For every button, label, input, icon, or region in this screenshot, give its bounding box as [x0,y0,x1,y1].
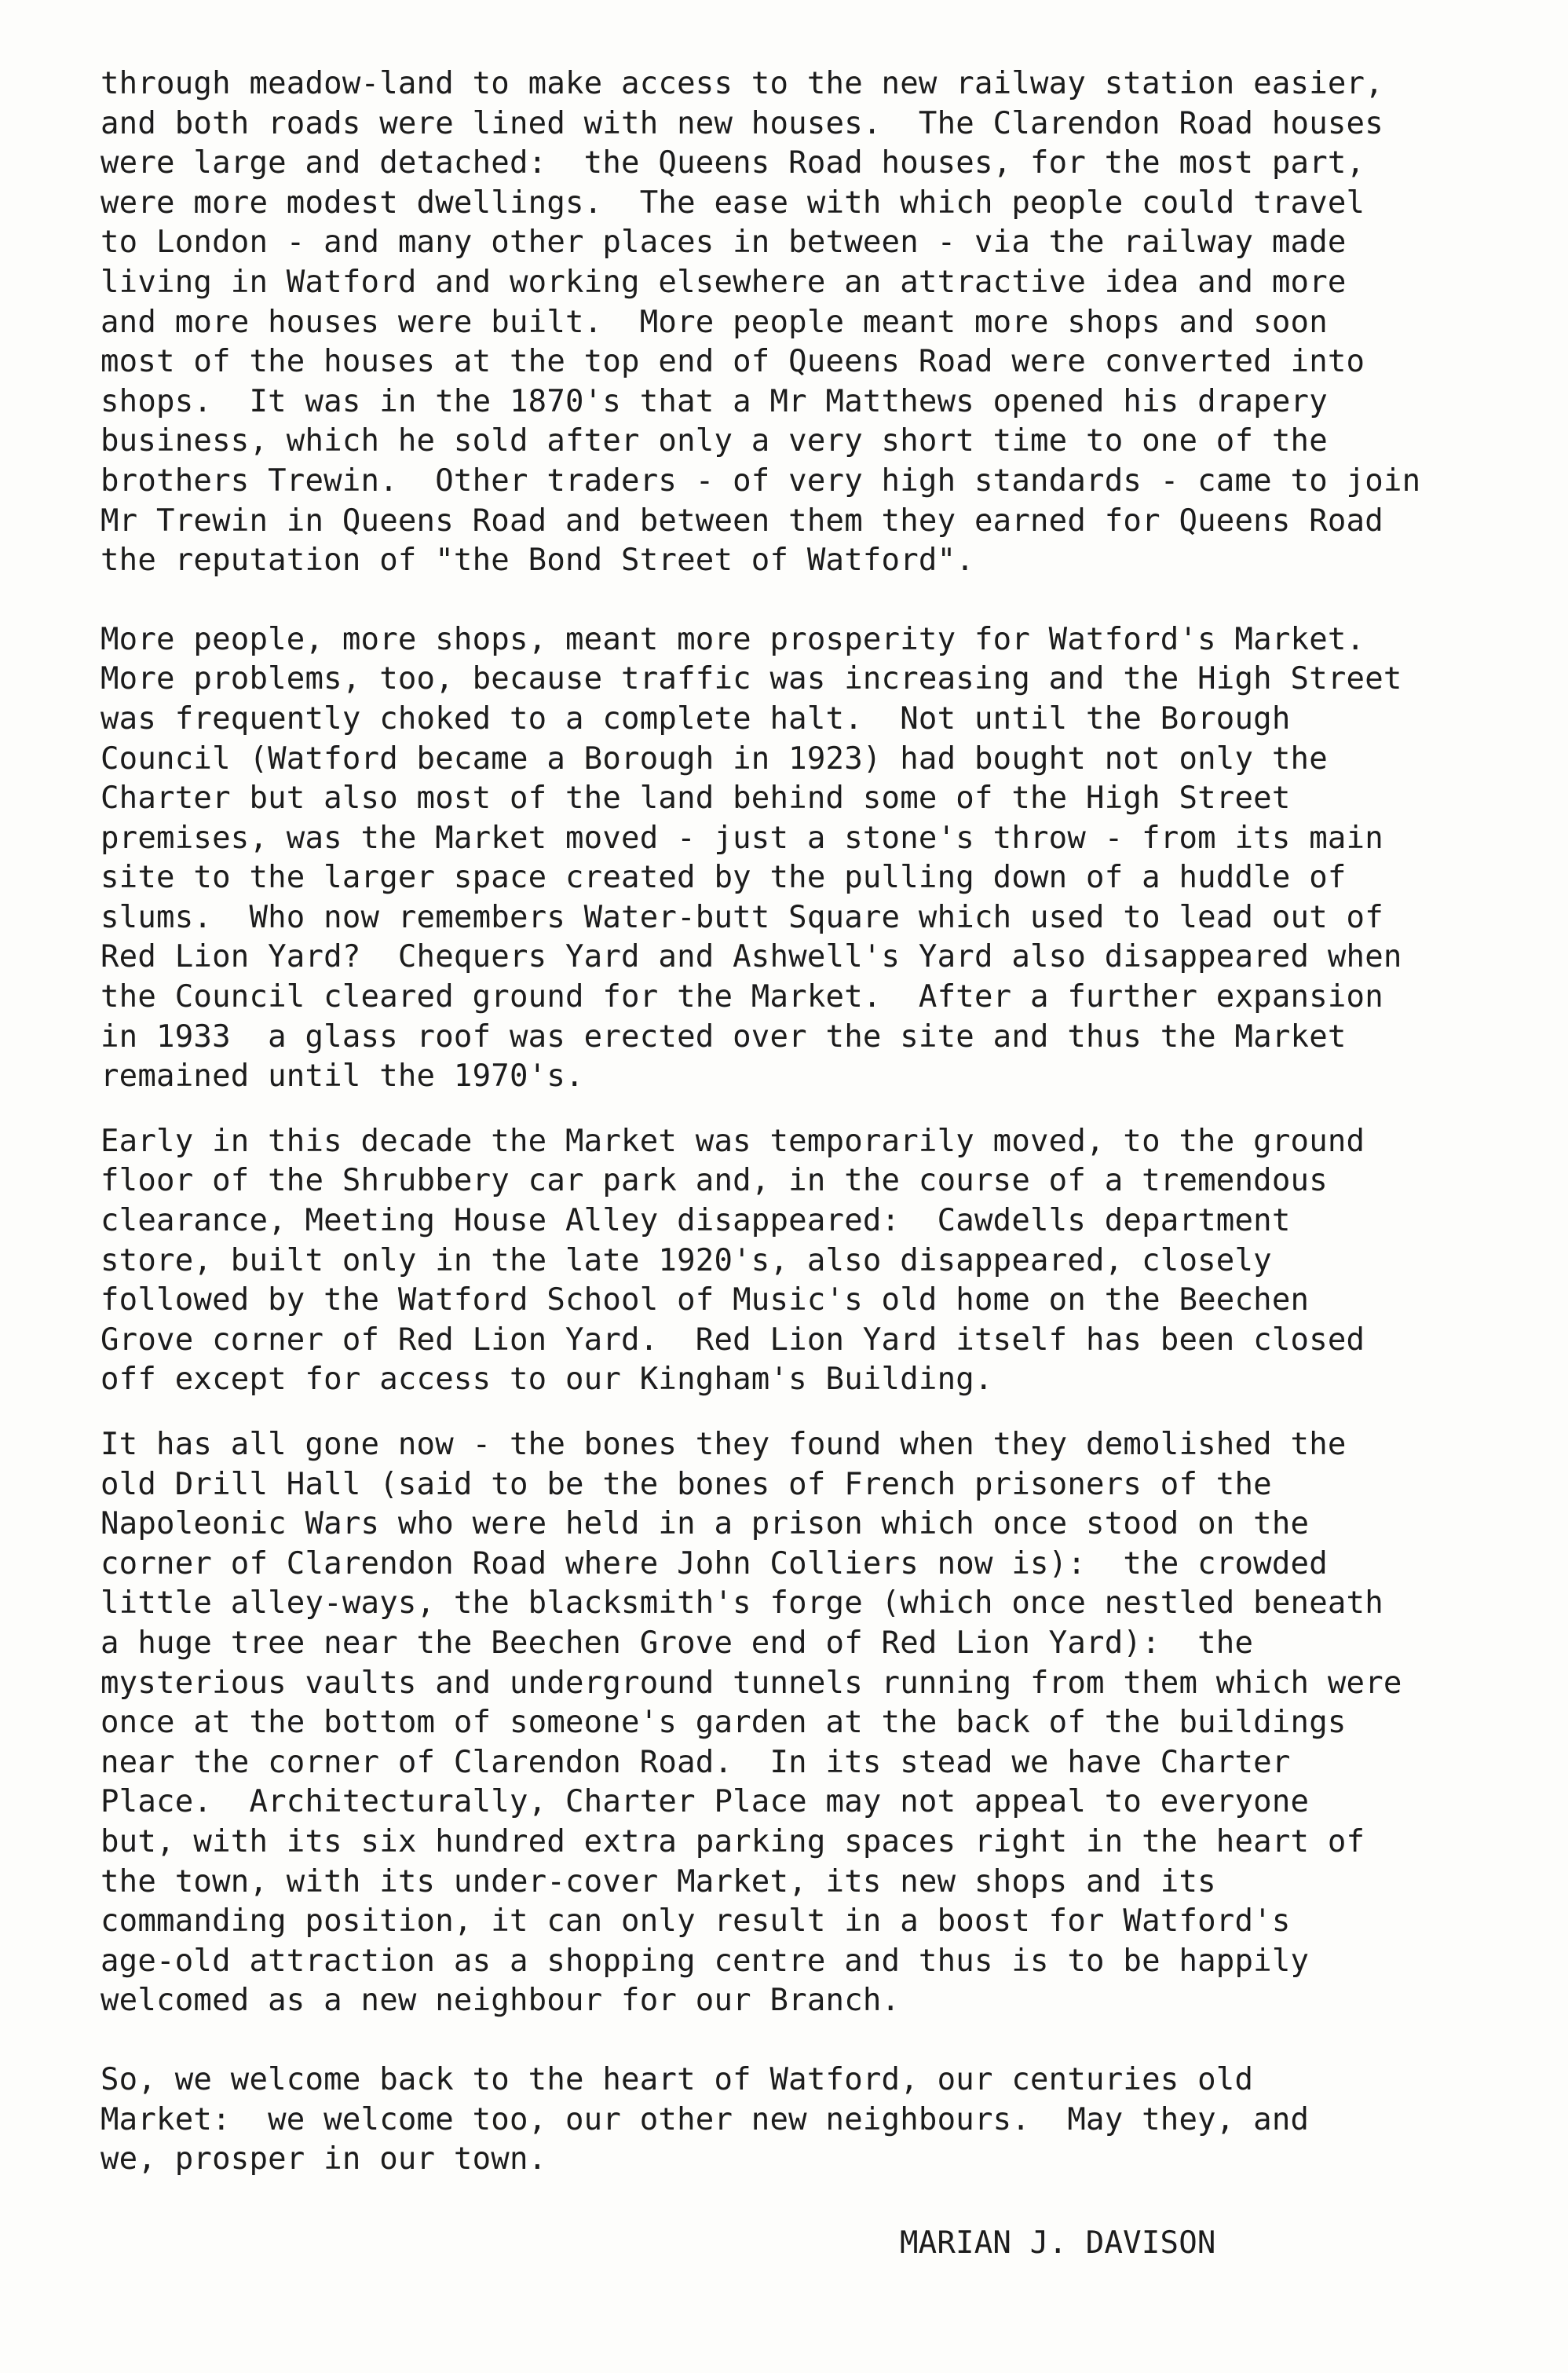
paragraph-market-moves: More people, more shops, meant more prosperity for Watford's Market. More problems, too, because traffic was increasing and the High Street was frequently choked to a complete halt. Not until the Borough Council (Watford became a Borough in 1923) had bought not only the Charter but also most of the land behind some of the High Street premises, was the Market moved - just a stone's throw - from its main site to the larger space created by the pulling down of a huddle of slums. Who now remembers Water-butt Square which used to lead out of Red Lion Yard? Chequers Yard and Ashwell's Yard also disappeared when the Council cleared ground for the Market. After a further expansion in 1933 a glass roof was erected over the site and thus the Market remained until the 1970's. [101,621,1402,1095]
document-page [101,64,1545,2263]
paragraph-temporary-market: Early in this decade the Market was temporarily moved, to the ground floor of the Shrubbery car park and, in the course of a tremendous clearance, Meeting House Alley disappeared: Cawdells department store, built only in the late 1920's, also disappeared, closely followed by the Watford School of Music's old home on the Beechen Grove corner of Red Lion Yard. Red Lion Yard itself has been closed off except for access to our Kingham's Building. [101,1123,1365,1398]
paragraph-all-gone-now: It has all gone now - the bones they found when they demolished the old Drill Hall (said to be the bones of French prisoners of the Napoleonic Wars who were held in a prison which once stood on the corner of Clarendon Road where John Colliers now is): the crowded little alley-ways, the blacksmith's forge (which once nestled beneath a huge tree near the Beechen Grove end of Red Lion Yard): the mysterious vaults and underground tunnels running from them which were once at the bottom of someone's garden at the back of the buildings near the corner of Clarendon Road. In its stead we have Charter Place. Architecturally, Charter Place may not appeal to everyone but, with its six hundred extra parking spaces right in the heart of the town, with its under-cover Market, its new shops and its commanding position, it can only result in a boost for Watford's age-old attraction as a shopping centre and thus is to be happily welcomed as a new neighbour for our Branch. [101,1427,1402,2019]
author-signature: MARIAN J. DAVISON [900,2225,1216,2261]
paragraph-railway-and-queens-road: through meadow-land to make access to the new railway station easier, and both roads were lined with new houses. The Clarendon Road houses were large and detached: the Queens Road houses, for the most part, were more modest dwellings. The ease with which people could travel to London - and many other places in between - via the railway made living in Watford and working elsewhere an attractive idea and more and more houses were built. More people meant more shops and soon most of the houses at the top end of Queens Road were converted into shops. It was in the 1870's that a Mr Matthews opened his drapery business, which he sold after only a very short time to one of the brothers Trewin. Other traders - of very high standards - came to join Mr Trewin in Queens Road and between them they earned for Queens Road the reputation of "the Bond Street of Watford". [101,66,1421,579]
paragraph-welcome-back: So, we welcome back to the heart of Watford, our centuries old Market: we welcome too, our other new neighbours. May they, and we, prosper in our town. [101,2061,1310,2177]
